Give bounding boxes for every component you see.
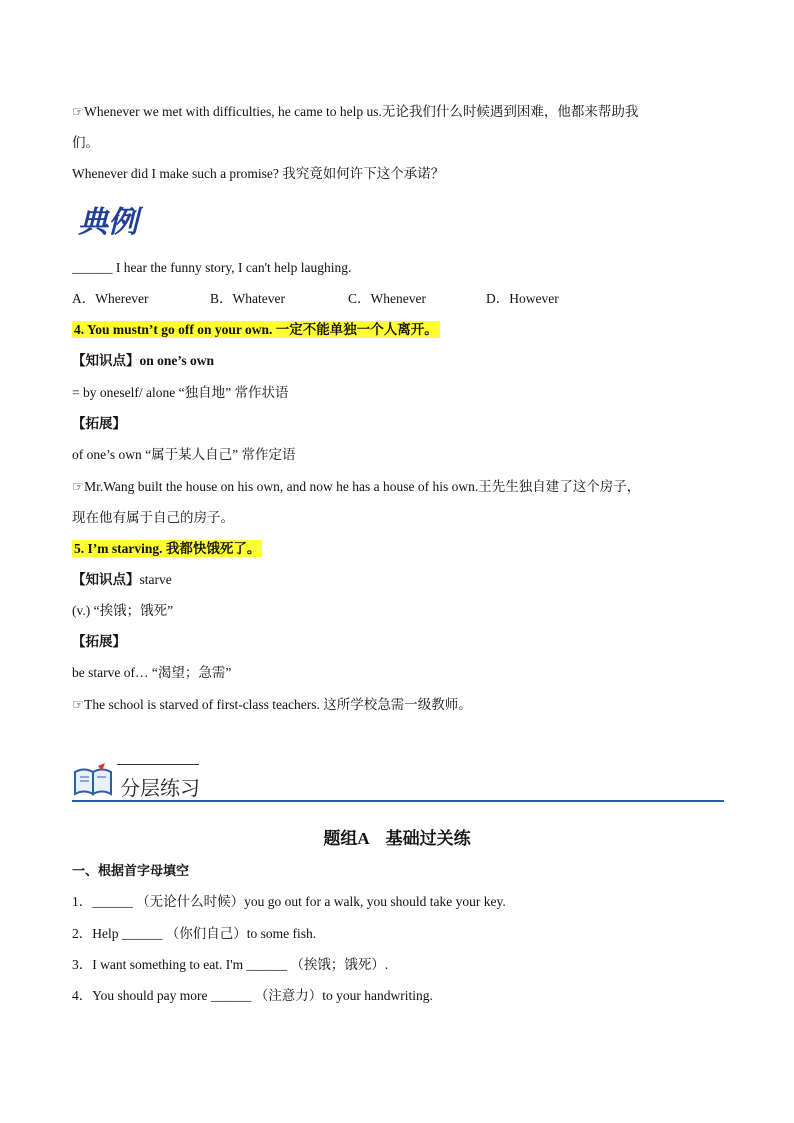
- dianli-logo: [76, 200, 156, 242]
- example-sentence-1a: ☞Whenever we met with difficulties, he came to help us.无论我们什么时候遇到困难，他都来帮助我: [72, 104, 639, 119]
- extension-line-2: be starve of… “渴望；急需”: [72, 665, 232, 680]
- option-b[interactable]: B．Whatever: [210, 291, 285, 306]
- exercise-2: [72, 925, 316, 943]
- question-text: I hear the funny story, I can't help laughing.: [112, 260, 352, 275]
- exercise-suffix: （挨饿；饿死）.: [287, 957, 389, 972]
- exercise-4: [72, 987, 433, 1005]
- exercise-suffix: （注意力）to your handwriting.: [251, 988, 433, 1003]
- knowledge-point-1: [72, 352, 214, 370]
- knowledge-point-2: [72, 571, 172, 589]
- knowledge-label: 【知识点】: [72, 572, 140, 587]
- question-blank[interactable]: ______: [72, 260, 113, 275]
- definition-line: (v.) “挨饿；饿死”: [72, 603, 174, 618]
- section-rule: [72, 800, 724, 802]
- exercise-number: 4．: [72, 988, 93, 1003]
- exercise-prefix: You should pay more: [92, 988, 211, 1003]
- example-sentence-3b: 现在他有属于自己的房子。: [72, 510, 234, 525]
- exercise-number: 3．: [72, 957, 93, 972]
- example-sentence-2: Whenever did I make such a promise? 我究竟如何许下这个承诺？: [72, 166, 445, 181]
- question-stem: [72, 259, 351, 277]
- exercise-blank[interactable]: ______: [246, 957, 288, 972]
- exercise-suffix: （无论什么时候）you go out for a walk, you should take your key.: [132, 894, 506, 909]
- example-sentence-3a: ☞Mr.Wang built the house on his own, and now he has a house of his own.王先生独自建了这个房子，: [72, 479, 641, 494]
- option-c[interactable]: C．Whenever: [348, 291, 426, 306]
- heading-point-5-text: 5. I’m starving. 我都快饿死了。: [74, 541, 261, 556]
- exercise-suffix: （你们自己）to some fish.: [162, 926, 317, 941]
- section-title: 分层练习: [120, 776, 200, 800]
- example-sentence-1b: 们。: [72, 135, 99, 150]
- heading-point-4-text: 4. You mustn’t go off on your own. 一定不能单独一个人离开。: [74, 322, 438, 337]
- exercise-number: 1．: [72, 894, 93, 909]
- section-rule-top: [117, 764, 199, 765]
- heading-point-4: [72, 321, 440, 339]
- question-options: [72, 290, 559, 308]
- open-book-icon: [72, 762, 114, 798]
- heading-point-5: [72, 540, 262, 558]
- group-title: 题组A 基础过关练: [323, 829, 471, 848]
- dianli-logo-text: 典例: [78, 205, 138, 240]
- extension-label-1: 【拓展】: [72, 416, 126, 431]
- exercise-prefix: I want something to eat. I'm: [92, 957, 247, 972]
- exercise-3: [72, 956, 388, 974]
- exercise-blank[interactable]: ______: [210, 988, 252, 1003]
- extension-line-1: of one’s own “属于某人自己” 常作定语: [72, 447, 296, 462]
- exercise-number: 2．: [72, 926, 93, 941]
- example-sentence-4: ☞The school is starved of first-class teachers. 这所学校急需一级教师。: [72, 697, 472, 712]
- exercise-blank[interactable]: ______: [121, 926, 163, 941]
- extension-label-2: 【拓展】: [72, 634, 126, 649]
- exercise-1: [72, 893, 506, 911]
- exercise-prefix: Help: [92, 926, 122, 941]
- knowledge-term: on one’s own: [139, 353, 215, 368]
- part-title: 一、根据首字母填空: [72, 863, 190, 878]
- knowledge-label: 【知识点】: [72, 353, 140, 368]
- knowledge-term: starve: [139, 572, 172, 587]
- option-a[interactable]: A．Wherever: [72, 291, 149, 306]
- synonym-line: = by oneself/ alone “独自地” 常作状语: [72, 385, 289, 400]
- exercise-blank[interactable]: ______: [92, 894, 133, 909]
- option-d[interactable]: D．However: [486, 291, 559, 306]
